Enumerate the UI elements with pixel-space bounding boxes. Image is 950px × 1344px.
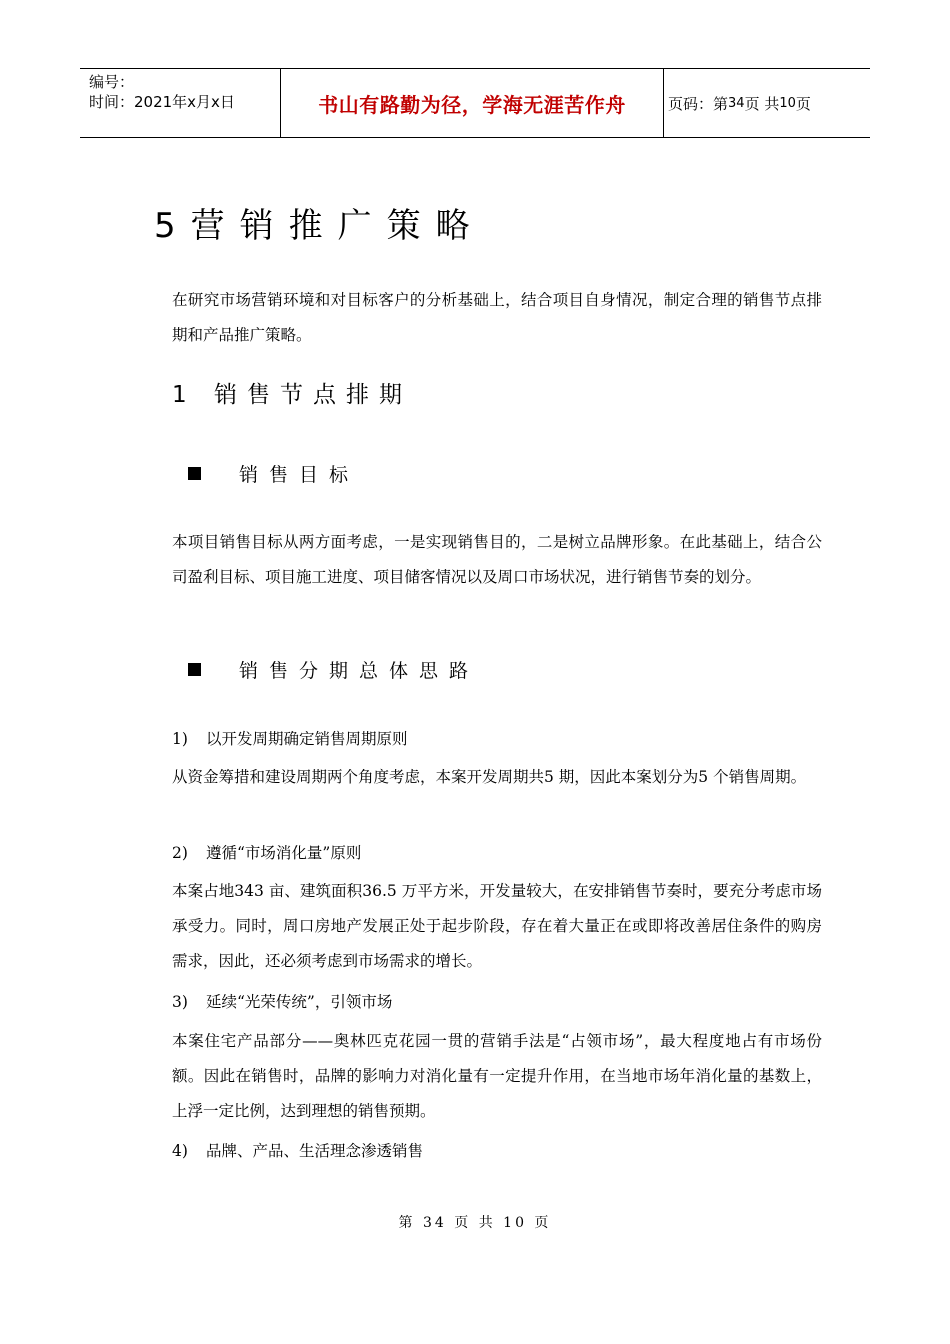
square-bullet-icon: [188, 467, 201, 480]
list-item-title: 遵循“市场消化量”原则: [206, 844, 362, 862]
page-suffix: 页: [795, 94, 811, 113]
header-page-info: [664, 69, 870, 137]
time-label: 时间：2021年x月x日: [89, 93, 235, 111]
sales-target-paragraph: 本项目销售目标从两方面考虑，一是实现销售目的，二是树立品牌形象。在此基础上，结合公司盈利目标、项目施工进度、项目储客情况以及周口市场状况，进行销售节奏的划分。: [172, 533, 822, 586]
number-label: 编号：: [89, 73, 135, 91]
page-current: 34: [728, 95, 745, 111]
list-item-text: 从资金筹措和建设周期两个角度考虑，本案开发周期共5 期，因此本案划分为5 个销售周期。: [172, 768, 807, 786]
subsection-heading-sales-phasing: [188, 656, 479, 683]
intro-paragraph: 在研究市场营销环境和对目标客户的分析基础上，结合项目自身情况，制定合理的销售节点排期和产品推广策略。: [172, 291, 822, 344]
header-motto: 书山有路勤为径，学海无涯苦作舟: [280, 69, 664, 137]
list-item-number: 3): [172, 993, 188, 1011]
page-total: 10: [779, 95, 796, 111]
list-item-title: 以开发周期确定销售周期原则: [206, 730, 408, 748]
page-prefix: 页码：第: [668, 94, 729, 113]
list-item-number: 1): [172, 730, 188, 748]
list-item-number: 2): [172, 844, 188, 862]
page-title: 5营销推广策略: [154, 206, 485, 246]
square-bullet-icon: [188, 663, 201, 676]
list-item: [172, 722, 408, 757]
header-meta: [80, 69, 280, 137]
page-header: [80, 68, 870, 138]
list-item: [172, 985, 392, 1020]
list-item-title: 延续“光荣传统”，引领市场: [206, 993, 393, 1011]
list-item-text: 本案住宅产品部分——奥林匹克花园一贯的营销手法是“占领市场”，最大程度地占有市场份额。因此在销售时，品牌的影响力对消化量有一定提升作用，在当地市场年消化量的基数上，上浮一定比例，达到理想的销售预期。: [172, 1032, 822, 1120]
list-item: [172, 836, 361, 871]
page-mid: 页 共: [744, 94, 780, 113]
subsection-label: 销售目标: [239, 464, 360, 486]
subsection-label: 销售分期总体思路: [239, 660, 480, 682]
list-item-text: 本案占地343 亩、建筑面积36.5 万平方米，开发量较大，在安排销售节奏时，要充分考虑市场承受力。同时，周口房地产发展正处于起步阶段，存在着大量正在或即将改善居住条件的购房需求，因此，还必须考虑到市场需求的增长。: [172, 882, 822, 970]
page-footer: 第 34 页 共 10 页: [398, 1215, 552, 1231]
subsection-heading-sales-target: [188, 460, 359, 487]
list-item: [172, 1134, 423, 1169]
list-item-number: 4): [172, 1142, 188, 1160]
section-heading: 1 销售节点排期: [172, 382, 412, 408]
list-item-title: 品牌、产品、生活理念渗透销售: [206, 1142, 424, 1160]
